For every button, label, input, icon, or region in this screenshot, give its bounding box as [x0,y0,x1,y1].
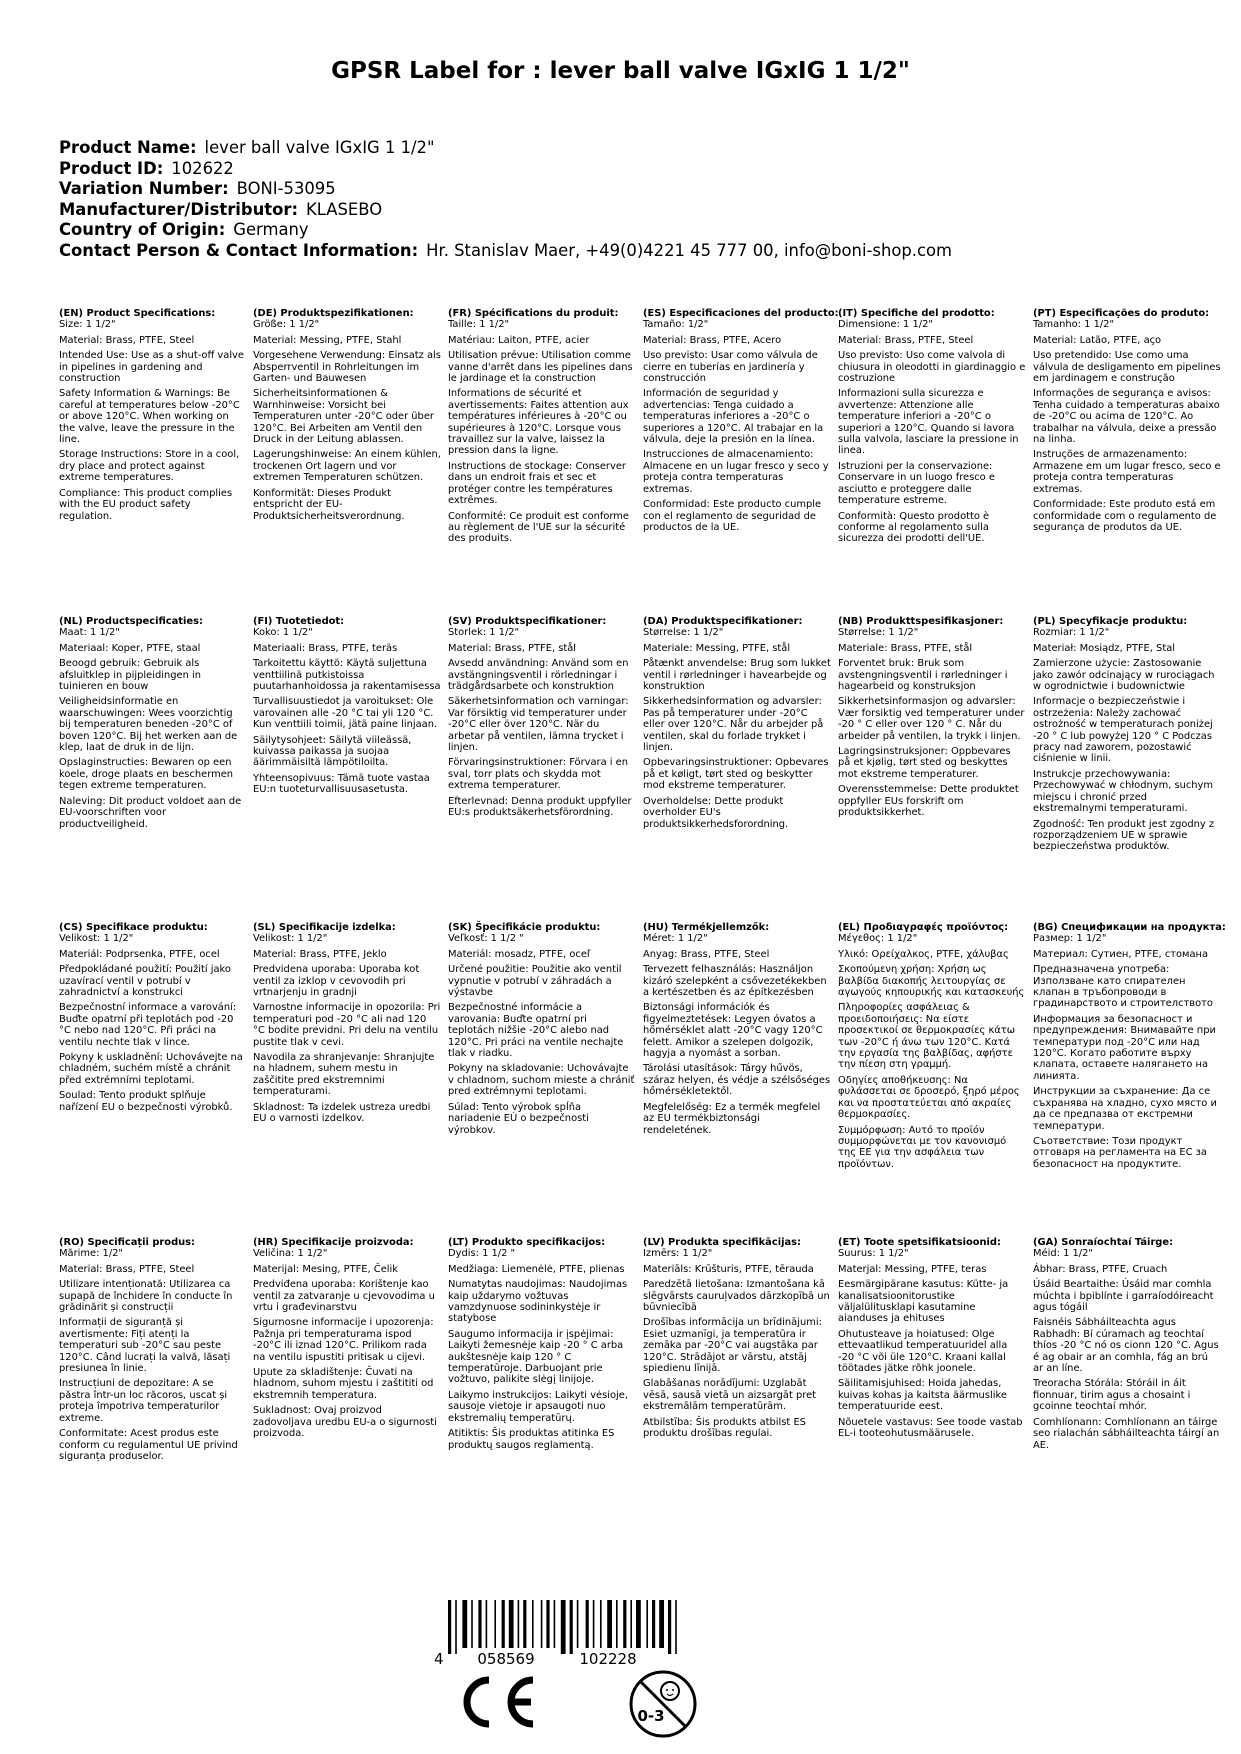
spec-line: Dimensione: 1 1/2" [838,319,933,331]
spec-line: Материал: Сутиен, PTFE, стомана [1033,948,1209,960]
barcode-bar [577,1600,579,1648]
spec-line: Πληροφορίες ασφάλειας & προειδοποιήσεις: Να είστε προσεκτικοί σε θερμοκρασίες κάτω των -20°C ή άνω των 120°C. Κατά την εργασία της βαλβίδας, αφήστε την πίεση στη γραμμή. [838,1002,1016,1071]
spec-line: Určené použitie: Použitie ako ventil vypnutie v potrubí v záhradách a výstavbe [448,964,622,999]
info-label: Product Name: [59,138,197,157]
spec-line: Soulad: Tento produkt splňuje nařízení EU o bezpečnosti výrobků. [59,1090,233,1113]
spec-heading: (FI) Tuotetiedot: [253,616,345,627]
spec-line: Instrukcje przechowywania: Przechowywać w chłodnym, suchym miejscu i chronić przed ekstremalnymi temperaturami. [1033,768,1214,815]
spec-line: Paredzētā lietošana: Izmantošana kā slēgvārsts cauruļvados dārzkopībā un būvniecībā [643,1279,830,1314]
barcode-bar [486,1600,488,1648]
spec-line: Sicherheitsinformationen & Warnhinweise: Vorsicht bei Temperaturen unter -20°C oder über 120°C. Bei Arbeiten am Ventil den Druck in der Leitung ablassen. [253,388,434,446]
barcode-bar [623,1600,626,1648]
barcode-bar [561,1600,566,1654]
spec-line: Eesmärgipärane kasutus: Kütte- ja kanalisatsioonitorustike väljalülitusklapi kasutamine aianduses ja ehituses [838,1279,1009,1325]
spec-line: Informații de siguranță și avertismente: Fiți atenți la temperaturi sub -20°C sau peste 120°C. Când lucrați la valvă, lăsați presiunea în linie. [59,1317,231,1375]
spec-line: Predviđena uporaba: Korištenje kao ventil za zatvaranje u cjevovodima u vrtu i građevinarstvu [253,1279,435,1314]
spec-heading: (CS) Specifikace produktu: [59,922,208,933]
info-value: 102622 [171,158,234,178]
spec-line: Tamaño: 1/2" [643,319,709,331]
spec-line: Σκοπούμενη χρήση: Χρήση ως βαλβίδα διακοπής λειτουργίας σε αγωγούς κηπουρικής και κατασκευής [838,964,1025,999]
spec-line: Ábhar: Brass, PTFE, Cruach [1033,1263,1168,1275]
spec-line: Υλικό: Ορείχαλκος, PTFE, χάλυβας [838,948,1009,960]
spec-block [59,922,247,1117]
spec-block [643,922,831,1140]
spec-line: Materiaali: Brass, PTFE, teräs [253,642,398,654]
spec-line: Nõuetele vastavus: See toode vastab EL-i tooteohutusmäärusele. [838,1416,1023,1440]
spec-line: Veľkosť: 1 1/2 " [448,933,524,945]
spec-line: Materiál: Podprsenka, PTFE, ocel [59,948,220,960]
spec-block [253,1237,441,1444]
spec-line: Materijal: Mesing, PTFE, Čelik [253,1263,398,1275]
spec-line: Tárolási utasítások: Tárgy hűvös, száraz helyen, és védje a szélsőséges hőmérsékletektől. [643,1063,831,1098]
spec-line: Velikost: 1 1/2" [253,933,328,945]
spec-heading: (DA) Produktspecifikationer: [643,616,803,627]
spec-line: Sikkerhetsinformasjon og advarsler: Vær forsiktig ved temperaturer under -20 ° C eller over 120 ° C. Når du arbeider på ventilen, la trykk i linjen. [838,696,1025,742]
info-value: Hr. Stanislav Maer, +49(0)4221 45 777 00, info@boni-shop.com [426,240,952,260]
spec-line: Pokyny na skladovanie: Uchovávajte v chladnom, suchom mieste a chrániť pred extrémnymi teplotami. [448,1063,635,1098]
spec-line: Instrucțiuni de depozitare: A se păstra într-un loc răcoros, uscat și proteja împotriva temperaturilor extreme. [59,1378,228,1424]
barcode-bar [541,1600,543,1648]
spec-block [838,922,1026,1174]
spec-block [1033,922,1226,1174]
spec-line: Инструкции за съхранение: Да се съхранява на хладно, сухо място и да се предпазва от екстремни температури. [1033,1086,1217,1132]
spec-line: Biztonsági információk és figyelmeztetések: Legyen óvatos a hőmérséklet alatt -20°C vagy 120°C felett. Amikor a szelepen dolgozik, hagyja a nyomást a sorban. [643,1002,823,1060]
spec-heading: (LV) Produkta specifikācijas: [643,1237,801,1248]
spec-line: Varnostne informacije in opozorila: Pri temperaturi pod -20 °C ali nad 120 °C bodite previdni. Pri delu na ventilu pustite tlak v cevi. [253,1002,441,1048]
spec-heading: (ES) Especificaciones del producto: [643,308,839,319]
barcode-first-digit: 4 [434,1650,444,1668]
spec-line: Pokyny k uskladnění: Uchovávejte na chladném, suchém místě a chránit před extrémními teplotami. [59,1052,243,1086]
spec-line: Zgodność: Ten produkt jest zgodny z rozporządzeniem UE w sprawie bezpieczeństwa produktów. [1033,818,1215,853]
barcode-bar [455,1600,457,1654]
spec-line: Sigurnosne informacije i upozorenja: Pažnja pri temperaturama ispod -20°C ili iznad 120°C. Prilikom rada na ventilu ispustiti pritisak u cijevi. [253,1317,434,1363]
spec-line: Comhlíonann: Comhlíonann an táirge seo rialachán sábháilteachta táirgí an AE. [1033,1416,1220,1451]
manufacturer-row [59,200,1189,221]
barcode-bar [586,1600,589,1648]
spec-line: Materiāls: Krūšturis, PTFE, tērauda [643,1263,814,1275]
spec-heading: (FR) Spécifications du produit: [448,308,619,319]
spec-block [59,308,247,526]
spec-line: Material: Brass, PTFE, Steel [59,1263,195,1275]
spec-line: Materjal: Messing, PTFE, teras [838,1263,987,1275]
spec-line: Méid: 1 1/2" [1033,1248,1093,1260]
product-info [59,138,1189,261]
spec-line: Materiał: Mosiądz, PTFE, Stal [1033,642,1175,654]
spec-block [448,922,636,1140]
barcode-bar [471,1600,473,1648]
spec-line: Material: Brass, PTFE, stål [448,642,577,654]
spec-heading: (PL) Specyfikacje produktu: [1033,616,1188,627]
spec-line: Material: Brass, PTFE, Jeklo [253,948,387,960]
spec-line: Informações de segurança e avisos: Tenha cuidado a temperaturas abaixo de -20°C ou acima de 120°C. Ao trabalhar na válvula, deixe a pressão na linha. [1033,388,1220,446]
spec-line: Conformità: Questo prodotto è conforme al regolamento sulla sicurezza dei prodotti dell'UE. [838,510,990,545]
spec-heading: (NL) Productspecificaties: [59,616,203,627]
spec-line: Beoogd gebruik: Gebruik als afsluitklep in pijpleidingen in tuinieren en bouw [59,658,201,693]
barcode-bar [616,1600,618,1648]
spec-line: Informazioni sulla sicurezza e avvertenze: Attenzione alle temperature inferiori a -20°C o superiori a 120°C. Quando si lavora sulla valvola, lasciare la pressione in linea. [838,388,1019,457]
spec-line: Velikost: 1 1/2" [59,933,134,945]
spec-line: Rozmiar: 1 1/2" [1033,627,1110,639]
spec-line: Съответствие: Този продукт отговаря на регламента на ЕС за безопасност на продуктите. [1033,1135,1207,1170]
spec-line: Opslaginstructies: Bewaren op een koele, droge plaats en beschermen tegen extreme temperaturen. [59,757,234,792]
barcode-bar [448,1600,451,1654]
info-value: KLASEBO [306,199,383,219]
spec-line: Tamanho: 1 1/2" [1033,319,1114,331]
spec-block [643,616,831,834]
spec-block [1033,1237,1221,1455]
spec-line: Säilytysohjeet: Säilytä viileässä, kuivassa paikassa ja suojaa äärimmäisiltä lämpötiloilta. [253,734,412,769]
spec-line: Koko: 1 1/2" [253,627,313,639]
barcode-bar [570,1600,573,1654]
spec-line: Lagerungshinweise: An einem kühlen, trockenen Ort lagern und vor extremen Temperaturen schützen. [253,449,441,484]
spec-line: Säkerhetsinformation och varningar: Var försiktig vid temperaturer under -20°C eller över 120°C. När du arbetar på ventilen, lämna trycket i linjen. [448,696,629,754]
spec-line: Matériau: Laiton, PTFE, acier [448,334,590,346]
spec-line: Turvallisuustiedot ja varoitukset: Ole varovainen alle -20 °C tai yli 120 °C. Kun venttiili toimii, jätä paine linjaan. [253,696,438,731]
info-label: Variation Number: [59,179,229,198]
spec-block [1033,616,1221,857]
spec-line: Uso previsto: Uso come valvola di chiusura in oleodotti in giardinaggio e costruzione [838,350,1026,385]
spec-line: Předpokládané použití: Použití jako uzavírací ventil v potrubí v zahradnictví a konstrukci [59,964,231,999]
spec-heading: (EN) Product Specifications: [59,308,216,319]
spec-line: Materiale: Brass, PTFE, stål [838,642,973,654]
spec-heading: (DE) Produktspezifikationen: [253,308,414,319]
spec-heading: (BG) Спецификации на продукта: [1033,922,1226,933]
spec-heading: (PT) Especificações do produto: [1033,308,1210,319]
spec-line: Información de seguridad y advertencias: Tenga cuidado a temperaturas inferiores a -20°C o superiores a 120°C. Al trabajar en la válvula, deje la presión en la línea. [643,388,824,446]
spec-line: Overholdelse: Dette produkt overholder EU's produktsikkerhedsforordning. [643,795,789,830]
spec-line: Intended Use: Use as a shut-off valve in pipelines in gardening and construction [59,350,244,385]
spec-line: Informations de sécurité et avertissements: Faites attention aux températures inférieures à -20°C ou supérieures à 120°C. Lorsque vous travaillez sur la valve, laissez la pression dans la ligne. [448,388,629,457]
age-range-label: 0-3 [637,1707,665,1725]
spec-line: Größe: 1 1/2" [253,319,320,331]
ean-barcode [430,1598,690,1672]
spec-line: Zamierzone użycie: Zastosowanie jako zawór odcinający w rurociągach w ogrodnictwie i budownictwie [1033,658,1215,693]
spec-line: Upute za skladištenje: Čuvati na hladnom, suhom mjestu i zaštititi od ekstremnih temperatura. [253,1367,434,1401]
spec-heading: (SV) Produktspecifikationer: [448,616,607,627]
label-title: GPSR Label for : lever ball valve IGxIG 1 1/2" [331,58,910,84]
spec-line: Yhteensopivuus: Tämä tuote vastaa EU:n tuoteturvallisuusasetusta. [253,772,430,796]
spec-line: Overensstemmelse: Dette produktet oppfyller EUs forskrift om produktsikkerhet. [838,784,1019,819]
info-label: Contact Person & Contact Information: [59,240,419,260]
spec-line: Utilisation prévue: Utilisation comme vanne d'arrêt dans les pipelines dans le jardinage et la construction [448,350,633,385]
spec-line: Safety Information & Warnings: Be careful at temperatures below -20°C or above 120°C. When working on the valve, leave the pressure in the line. [59,388,240,446]
spec-line: Naleving: Dit product voldoet aan de EU-voorschriften voor productveiligheid. [59,795,242,830]
spec-line: Anyag: Brass, PTFE, Steel [643,948,770,960]
spec-line: Drošības informācija un brīdinājumi: Esiet uzmanīgi, ja temperatūra ir zemāka par -20°C vai augstāka par 120°C. Strādājot ar vārstu, atstāj spiedienu līnijā. [643,1317,822,1375]
not-suitable-for-children-0-3-icon [627,1668,699,1744]
spec-line: Material: Brass, PTFE, Acero [643,334,782,346]
country-of-origin-row [59,220,1189,241]
spec-line: Glabāšanas norādījumi: Uzglabāt vēsā, sausā vietā un aizsargāt pret ekstremālām temperatūrām. [643,1378,817,1413]
spec-line: Materiaal: Koper, PTFE, staal [59,642,201,654]
spec-line: Ohutusteave ja hoiatused: Olge ettevaatlikud temperatuuridel alla -20 °C või üle 120°C. Kraani kallal töötades jätke rõhk joonele. [838,1328,1008,1375]
spec-block [838,308,1026,549]
spec-line: Izmērs: 1 1/2" [643,1248,713,1260]
barcode-bar [675,1600,677,1654]
spec-heading: (EL) Προδιαγραφές προϊόντος: [838,922,1009,933]
spec-line: Predvidena uporaba: Uporaba kot ventil za izklop v cevovodih pri vrtnarjenju in gradnji [253,964,420,999]
spec-line: Treoracha Stórála: Stóráil in áit fionnuar, tirim agus a chosaint i gcoinne teochtaí mhór. [1033,1378,1191,1413]
info-label: Country of Origin: [59,220,226,239]
spec-block [448,1237,636,1455]
spec-line: Förvaringsinstruktioner: Förvara i en sval, torr plats och skydda mot extrema temperaturer. [448,757,628,792]
spec-line: Размер: 1 1/2" [1033,933,1107,945]
spec-heading: (LT) Produkto specifikacijos: [448,1237,606,1248]
barcode-bar [607,1600,612,1648]
spec-line: Uso previsto: Usar como válvula de cierre en tuberías en jardinería y construcción [643,350,818,385]
barcode-bar [630,1600,632,1648]
spec-line: Информация за безопасност и предупреждения: Внимавайте при температури под -20°C или над 120°C. Когато работите върху клапата, оставете налягането на линията. [1033,1013,1216,1082]
spec-line: Opbevaringsinstruktioner: Opbevares på et køligt, tørt sted og beskytter mod ekstreme temperaturer. [643,757,829,792]
variation-number-row [59,179,1189,200]
barcode-bar [518,1600,520,1648]
product-id-row [59,159,1189,180]
info-label: Product ID: [59,158,164,178]
contact-row [59,241,1189,262]
spec-block [253,922,441,1129]
spec-block [1033,308,1221,537]
spec-block [643,1237,831,1444]
spec-line: Sukladnost: Ovaj proizvod zadovoljava uredbu EU-a o sigurnosti proizvoda. [253,1405,437,1440]
spec-line: Conformitate: Acest produs este conform cu regulamentul UE privind siguranța produselor. [59,1428,238,1462]
spec-line: Forventet bruk: Bruk som avstengningsventil i rørledninger i hagearbeid og konstruksjon [838,658,1008,693]
spec-line: Tervezett felhasználás: Használjon kizáró szelepként a csővezetékekben a kertészetben és az építkezésben [643,964,827,999]
spec-line: Påtænkt anvendelse: Brug som lukket ventil i rørledninger i havearbejde og konstruktion [643,658,831,693]
spec-block [838,616,1026,823]
spec-line: Informacje o bezpieczeństwie i ostrzeżenia: Należy zachować ostrożność w temperaturach poniżej -20 ° C lub powyżej 120 ° C Podczas pracy nad zaworem, pozostawić ciśnienie w linii. [1033,696,1213,765]
spec-line: Conformidad: Este producto cumple con el reglamento de seguridad de productos de la UE. [643,499,822,533]
spec-heading: (IT) Specifiche del prodotto: [838,308,995,319]
spec-line: Tarkoitettu käyttö: Käytä suljettuna venttiilinä putkistoissa puutarhanhoidossa ja rakentamisessa [253,658,441,693]
barcode-bar [593,1600,595,1648]
barcode-bar [646,1600,648,1648]
spec-heading: (NB) Produkttspesifikasjoner: [838,616,1004,627]
spec-line: Material: Latão, PTFE, aço [1033,334,1162,346]
barcode-bar [659,1600,664,1648]
spec-block [448,308,636,549]
info-label: Manufacturer/Distributor: [59,199,299,219]
barcode-bar [652,1600,655,1648]
spec-line: Size: 1 1/2" [59,319,116,331]
spec-line: Méret: 1 1/2" [643,933,708,945]
barcode-bar [668,1600,671,1654]
spec-block [448,616,636,823]
info-value: lever ball valve IGxIG 1 1/2" [204,138,435,157]
barcode-icon [430,1598,690,1668]
spec-line: Material: Brass, PTFE, Steel [59,334,195,346]
spec-line: Maat: 1 1/2" [59,627,120,639]
spec-line: Atitiktis: Šis produktas atitinka ES produktų saugos reglamentą. [448,1428,615,1451]
barcode-bar [600,1600,602,1648]
spec-heading: (ET) Toote spetsifikatsioonid: [838,1237,1001,1248]
spec-line: Konformität: Dieses Produkt entspricht der EU-Produktsicherheitsverordnung. [253,487,405,522]
spec-line: Suurus: 1 1/2" [838,1248,909,1260]
spec-line: Bezpečnostní informace a varování: Buďte opatrní při teplotách pod -20 °C nebo nad 120°C. Při práci na ventilu nechte tlak v lince. [59,1002,237,1048]
spec-block [643,308,839,537]
spec-heading: (RO) Specificații produs: [59,1237,195,1248]
spec-block [838,1237,1026,1444]
spec-line: Sikkerhedsinformation og advarsler: Pas på temperaturer under -20°C eller over 120°C. Når du arbejder på ventilen, skal du forlade trykket i linjen. [643,696,824,754]
spec-block [253,308,441,526]
spec-line: Conformité: Ce produit est conforme au règlement de l'UE sur la sécurité des produits. [448,510,629,545]
barcode-bar [532,1600,534,1648]
spec-line: Utilizare intenționată: Utilizarea ca supapă de închidere în conducte în grădinărit și construcții [59,1279,233,1314]
barcode-bar [546,1600,549,1648]
spec-line: Skladnost: Ta izdelek ustreza uredbi EU o varnosti izdelkov. [253,1101,431,1125]
spec-line: Material: Brass, PTFE, Steel [838,334,974,346]
spec-line: Material: Messing, PTFE, Stahl [253,334,402,346]
spec-line: Størrelse: 1 1/2" [838,627,919,639]
spec-heading: (HR) Specifikacije proizvoda: [253,1237,414,1248]
barcode-right-group: 102228 [579,1650,637,1668]
barcode-bar [554,1600,556,1648]
spec-line: Materiale: Messing, PTFE, stål [643,642,791,654]
spec-block [253,616,441,800]
barcode-bar [478,1600,481,1648]
spec-line: Compliance: This product complies with the EU product safety regulation. [59,487,233,522]
spec-line: Μέγεθος: 1 1/2" [838,933,918,945]
spec-line: Vorgesehene Verwendung: Einsatz als Absperrventil in Rohrleitungen im Garten- und Bauwesen [253,350,441,385]
spec-heading: (HU) Termékjellemzők: [643,922,770,933]
barcode-bar [636,1600,641,1648]
barcode-left-group: 058569 [477,1650,535,1668]
spec-line: Veličina: 1 1/2" [253,1248,328,1260]
spec-line: Предназначена употреба: Използване като спирателен клапан в тръбопроводи в градинарството и строителството [1033,964,1213,1010]
spec-heading: (GA) Sonraíochtaí Táirge: [1033,1237,1174,1248]
spec-line: Veiligheidsinformatie en waarschuwingen: Wees voorzichtig bij temperaturen beneden -20°C of boven 120°C. Bij het werken aan de klep, laat de druk in de lijn. [59,696,238,754]
spec-line: Faisnéis Sábháilteachta agus Rabhadh: Bí cúramach ag teochtaí thíos -20 °C nó os cionn 120 °C. Agus é ag obair ar an comhla, fág an brú ar an líne. [1033,1317,1219,1375]
spec-line: Laikymo instrukcijos: Laikyti vėsioje, sausoje vietoje ir apsaugoti nuo ekstremalių temperatūrų. [448,1389,629,1424]
spec-line: Dydis: 1 1/2 " [448,1248,516,1260]
spec-line: Numatytas naudojimas: Naudojimas kaip uždarymo vožtuvas vamzdynuose sodininkystėje ir statybose [448,1279,628,1325]
spec-line: Atbilstība: Šis produkts atbilst ES produktu drošības regulai. [643,1416,806,1440]
barcode-bar [523,1600,526,1648]
spec-line: Úsáid Beartaithe: Úsáid mar comhla múchta i bpiblínte i garraíodóireacht agus tógáil [1033,1279,1214,1314]
spec-line: Istruzioni per la conservazione: Conservare in un luogo fresco e asciutto e proteggere dalle temperature estreme. [838,460,995,507]
barcode-bar [509,1600,514,1648]
spec-line: Navodila za shranjevanje: Shranjujte na hladnem, suhem mestu in zaščitite pred ekstremnimi temperaturami. [253,1052,435,1098]
barcode-bar [462,1600,467,1648]
spec-line: Megfelelőség: Ez a termék megfelel az EU termékbiztonsági rendeletének. [643,1101,821,1136]
info-value: BONI-53095 [236,179,336,198]
spec-line: Οδηγίες αποθήκευσης: Να φυλάσσεται σε δροσερό, ξηρό μέρος και να προστατεύεται από ακραίες θερμοκρασίες. [838,1074,1020,1121]
spec-line: Mărime: 1/2" [59,1248,123,1260]
spec-line: Efterlevnad: Denna produkt uppfyller EU:s produktsäkerhetsförordning. [448,795,632,819]
spec-block [59,616,247,834]
ce-mark-icon [455,1672,537,1736]
spec-heading: (SK) Špecifikácie produktu: [448,922,601,933]
spec-line: Størrelse: 1 1/2" [643,627,724,639]
spec-line: Storlek: 1 1/2" [448,627,520,639]
barcode-bar [494,1600,496,1648]
spec-line: Taille: 1 1/2" [448,319,510,331]
spec-line: Avsedd användning: Använd som en avstängningsventil i rörledningar i trädgårdsarbete och konstruktion [448,658,629,693]
spec-line: Bezpečnostné informácie a varovania: Buďte opatrní pri teplotách nižšie -20°C alebo nad 120°C. Pri práci na ventile nechajte tlak v riadku. [448,1002,624,1060]
spec-line: Súlad: Tento výrobok spĺňa nariadenie EÚ o bezpečnosti výrobkov. [448,1101,589,1136]
spec-line: Storage Instructions: Store in a cool, dry place and protect against extreme temperatures. [59,449,240,484]
spec-line: Συμμόρφωση: Αυτό το προϊόν συμμορφώνεται με τον κανονισμό της ΕΕ για την ασφάλεια των προϊόντων. [838,1124,1007,1170]
barcode-bar [502,1600,505,1648]
spec-block [59,1237,247,1466]
spec-heading: (SL) Specifikacije izdelka: [253,922,396,933]
spec-line: Instructions de stockage: Conserver dans un endroit frais et sec et protéger contre les températures extrêmes. [448,460,626,507]
product-name-row [59,138,1189,159]
spec-line: Instruções de armazenamento: Armazene em um lugar fresco, seco e proteja contra temperaturas extremas. [1033,449,1221,495]
spec-line: Instrucciones de almacenamiento: Almacene en un lugar fresco y seco y proteja contra temperaturas extremas. [643,449,829,495]
spec-line: Säilitamisjuhised: Hoida jahedas, kuivas kohas ja kaitsta äärmuslike temperatuuride eest. [838,1378,1007,1413]
spec-line: Materiál: mosadz, PTFE, oceľ [448,948,591,960]
info-value: Germany [233,220,309,239]
spec-line: Uso pretendido: Use como uma válvula de desligamento em pipelines em jardinagem e construção [1033,350,1221,385]
spec-line: Conformidade: Este produto está em conformidade com o regulamento de segurança de produtos da UE. [1033,499,1217,533]
spec-line: Saugumo informacija ir įspėjimai: Laikyti žemesnėje kaip -20 ° C arba aukštesnėje kaip 120 ° C temperatūroje. Darbuojant prie vožtuvo, palikite slėgį linijoje. [448,1328,624,1386]
spec-line: Lagringsinstruksjoner: Oppbevares på et kjølig, tørt sted og beskyttes mot ekstreme temperaturer. [838,746,1011,780]
spec-line: Medžiaga: Liemenėlė, PTFE, plienas [448,1263,625,1275]
